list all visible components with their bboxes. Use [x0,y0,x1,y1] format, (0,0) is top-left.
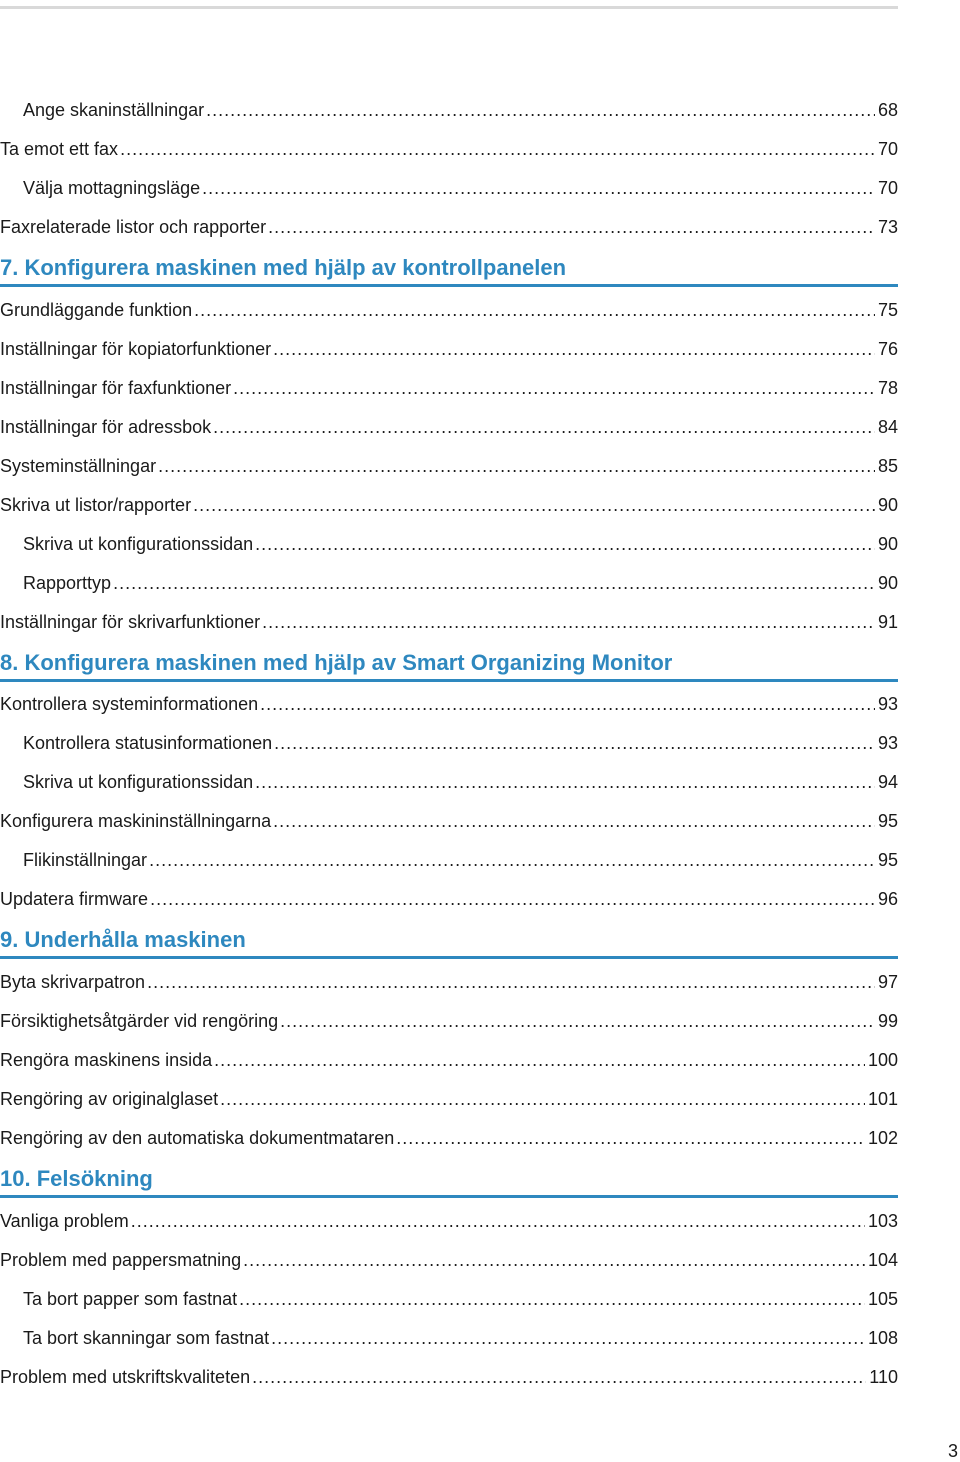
dot-leader [193,493,875,517]
toc-subentry[interactable] [0,98,898,122]
dot-leader [252,1365,866,1389]
toc-entry-page: 94 [877,772,898,792]
toc-entry[interactable] [0,1248,898,1272]
toc-entry[interactable] [0,1087,898,1111]
toc-entry-label: Flikinställningar [23,850,148,870]
toc-entry-page: 95 [877,811,898,831]
toc-entry-page: 85 [877,456,898,476]
toc-entry-page: 93 [877,694,898,714]
dot-leader [255,770,875,794]
toc-entry-label: Updatera firmware [0,889,149,909]
toc-entry-label: Rapporttyp [23,573,112,593]
dot-leader [273,809,875,833]
toc-subentry[interactable] [0,770,898,794]
dot-leader [131,1209,865,1233]
toc-entry[interactable] [0,337,898,361]
toc-entry[interactable] [0,493,898,517]
dot-leader [147,970,875,994]
toc-entry-page: 90 [877,495,898,515]
toc-entry-label: Skriva ut konfigurationssidan [23,534,254,554]
toc-entry[interactable] [0,1209,898,1233]
toc-entry-page: 91 [877,612,898,632]
toc-subentry[interactable] [0,1326,898,1350]
toc-entry[interactable] [0,298,898,322]
toc-entry-label: Vanliga problem [0,1211,129,1231]
toc-subentry[interactable] [0,848,898,872]
toc-entry-page: 78 [877,378,898,398]
toc-entry-page: 95 [877,850,898,870]
toc-entry[interactable] [0,610,898,634]
dot-leader [280,1009,875,1033]
toc-subentry[interactable] [0,1287,898,1311]
dot-leader [158,454,875,478]
top-rule [0,6,898,9]
page-number: 3 [948,1441,959,1461]
toc-entry-label: Faxrelaterade listor och rapporter [0,217,267,237]
toc-entry-page: 101 [867,1089,898,1109]
toc-entry-page: 76 [877,339,898,359]
toc-subentry[interactable] [0,731,898,755]
dot-leader [396,1126,865,1150]
toc-entry-label: Byta skrivarpatron [0,972,146,992]
chapter-heading[interactable]: 10. Felsökning [0,1164,898,1198]
dot-leader [206,98,875,122]
dot-leader [271,1326,865,1350]
toc-entry[interactable] [0,376,898,400]
toc-entry[interactable] [0,137,898,161]
toc-entry-label: Problem med pappersmatning [0,1250,242,1270]
dot-leader [202,176,875,200]
toc-entry[interactable] [0,692,898,716]
chapter-heading[interactable]: 7. Konfigurera maskinen med hjälp av kontrollpanelen [0,253,898,287]
dot-leader [239,1287,865,1311]
toc-entry-page: 104 [867,1250,898,1270]
dot-leader [194,298,875,322]
toc-entry-label: Problem med utskriftskvaliteten [0,1367,251,1387]
toc-entry[interactable] [0,809,898,833]
toc-entry-page: 108 [867,1328,898,1348]
toc-entry-page: 103 [867,1211,898,1231]
toc-entry-label: Skriva ut listor/rapporter [0,495,192,515]
toc-entry-label: Inställningar för skrivarfunktioner [0,612,261,632]
toc-entry-page: 68 [877,100,898,120]
toc-entry-label: Konfigurera maskininställningarna [0,811,272,831]
dot-leader [255,532,875,556]
toc-subentry[interactable] [0,571,898,595]
dot-leader [149,848,875,872]
toc-entry-label: Ange skaninställningar [23,100,205,120]
toc-entry-label: Rengöring av den automatiska dokumentmataren [0,1128,395,1148]
dot-leader [120,137,875,161]
toc-entry-page: 110 [869,1367,898,1387]
chapter-heading[interactable]: 8. Konfigurera maskinen med hjälp av Smart Organizing Monitor [0,648,898,682]
toc-entry-label: Inställningar för adressbok [0,417,212,437]
toc-entry-label: Ta bort skanningar som fastnat [23,1328,270,1348]
dot-leader [220,1087,865,1111]
toc-entry-page: 97 [877,972,898,992]
dot-leader [233,376,875,400]
toc-entry[interactable] [0,415,898,439]
toc-entry-page: 90 [877,534,898,554]
toc-entry-page: 100 [867,1050,898,1070]
toc-entry-label: Kontrollera statusinformationen [23,733,273,753]
dot-leader [274,731,875,755]
dot-leader [213,415,875,439]
toc-entry-label: Försiktighetsåtgärder vid rengöring [0,1011,279,1031]
toc-entry[interactable] [0,887,898,911]
toc-entry-page: 99 [877,1011,898,1031]
toc-entry[interactable] [0,454,898,478]
toc-entry[interactable] [0,1009,898,1033]
toc-entry-label: Systeminställningar [0,456,157,476]
toc-entry-label: Ta emot ett fax [0,139,119,159]
dot-leader [214,1048,865,1072]
toc-entry-label: Rengöra maskinens insida [0,1050,213,1070]
toc-entry[interactable] [0,1126,898,1150]
toc-entry-label: Välja mottagningsläge [23,178,201,198]
toc-entry-page: 96 [877,889,898,909]
toc-subentry[interactable] [0,176,898,200]
toc-entry-page: 75 [877,300,898,320]
toc-entry-page: 84 [877,417,898,437]
toc-entry-label: Inställningar för faxfunktioner [0,378,232,398]
dot-leader [268,215,875,239]
chapter-heading[interactable]: 9. Underhålla maskinen [0,925,898,959]
toc-entry-page: 73 [877,217,898,237]
dot-leader [150,887,875,911]
toc-subentry[interactable] [0,532,898,556]
toc-entry-label: Skriva ut konfigurationssidan [23,772,254,792]
toc-entry-label: Rengöring av originalglaset [0,1089,219,1109]
toc-entry[interactable] [0,215,898,239]
toc-entry-page: 90 [877,573,898,593]
dot-leader [273,337,875,361]
toc-entry[interactable] [0,1048,898,1072]
toc-entry-label: Ta bort papper som fastnat [23,1289,238,1309]
toc-entry[interactable] [0,1365,898,1389]
toc-entry-page: 70 [877,139,898,159]
dot-leader [243,1248,865,1272]
dot-leader [262,610,875,634]
toc-entry-label: Grundläggande funktion [0,300,193,320]
dot-leader [113,571,875,595]
toc-entry-label: Inställningar för kopiatorfunktioner [0,339,272,359]
toc-entry[interactable] [0,970,898,994]
toc-entry-page: 93 [877,733,898,753]
toc-entry-page: 105 [867,1289,898,1309]
toc-entry-label: Kontrollera systeminformationen [0,694,259,714]
dot-leader [260,692,875,716]
toc-entry-page: 70 [877,178,898,198]
toc-entry-page: 102 [867,1128,898,1148]
